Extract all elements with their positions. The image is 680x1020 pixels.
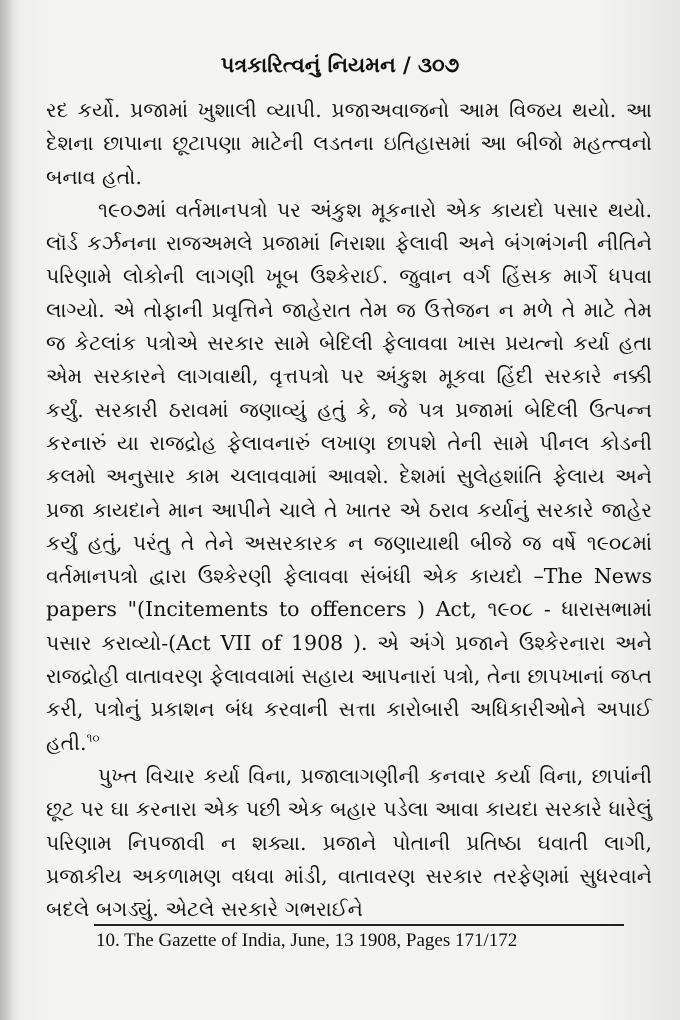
body-text	[46, 94, 652, 926]
footnote: 10. The Gazette of India, June, 13 1908, Pages 171/172	[96, 930, 518, 951]
running-header: પત્રકારિત્વનું નિયમન / ૩૦૭	[220, 52, 460, 77]
footnote-divider	[94, 924, 624, 926]
paragraph-2-text: ૧૯૦૭માં વર્તમાનપત્રો પર અંકુશ મૂકનારો એક કાયદો પસાર થયો. લૉર્ડ કર્ઝનના રાજઅમલે પ્રજામાં નિરાશા ફેલાવી અને બંગભંગની નીતિને પરિણામે લોકોની લાગણી ખૂબ ઉશ્કેરાઈ. જુવાન વર્ગ હિંસક માર્ગે ધપવા લાગ્યો. એ તોફાની પ્રવૃત્તિને જાહેરાત તેમ જ ઉત્તેજન ન મળે તે માટે તેમ જ કેટલાંક પત્રોએ સરકાર સામે બેદિલી ફેલાવવા ખાસ પ્રયત્નો કર્યા હતા એમ સરકારને લાગવાથી, વૃત્તપત્રો પર અંકુશ મૂકવા હિંદી સરકારે નક્કી કર્યું. સરકારી ઠરાવમાં જણાવ્યું હતું કે, જે પત્ર પ્રજામાં બેદિલી ઉત્પન્ન કરનારું યા રાજદ્રોહ ફેલાવનારું લખાણ છાપશે તેની સામે પીનલ કોડની કલમો અનુસાર કામ ચલાવવામાં આવશે. દેશમાં સુલેહશાંતિ ફેલાય અને પ્રજા કાયદાને માન આપીને ચાલે તે ખાતર એ ઠરાવ કર્યાનું સરકારે જાહેર કર્યું હતું, પરંતુ તે તેને અસરકારક ન જણાયાથી બીજે જ વર્ષે ૧૯૦૮માં વર્તમાનપત્રો દ્વારા ઉશ્કેરણી ફેલાવવા સંબંધી એક કાયદો –The News papers "(Incitements to offencers ) Act, ૧૯૦૮ - ધારાસભામાં પસાર કરાવ્યો-(Act VII of 1908 ). એ અંગે પ્રજાને ઉશ્કેરનારા અને રાજદ્રોહી વાતાવરણ ફેલાવવામાં સહાય આપનારાં પત્રો, તેના છાપખાનાં જપ્ત કરી, પત્રોનું પ્રકાશન બંધ કરવાની સત્તા કારોબારી અધિકારીઓને અપાઈ હતી.	[46, 197, 653, 755]
footnote-reference: ૧૦	[86, 730, 100, 745]
binding-gutter	[0, 0, 14, 1020]
paragraph-2	[46, 194, 652, 760]
paragraph-1: રદ કર્યો. પ્રજામાં ખુશાલી વ્યાપી. પ્રજાઅવાજનો આમ વિજય થયો. આ દેશના છાપાના છૂટાપણા માટેની લડતના ઇતિહાસમાં આ બીજો મહત્ત્વનો બનાવ હતો.	[46, 98, 652, 189]
paragraph-3: પુખ્ત વિચાર કર્યા વિના, પ્રજાલાગણીની કનવાર કર્યા વિના, છાપાંની છૂટ પર ઘા કરનારા એક પછી એક બહાર પડેલા આવા કાયદા સરકારે ધારેલું પરિણામ નિપજાવી ન શક્યા. પ્રજાને પોતાની પ્રતિષ્ઠા ઘવાતી લાગી, પ્રજાકીય અકળામણ વધવા માંડી, વાતાવરણ સરકાર તરફેણમાં સુધરવાને બદલે બગડ્યું. એટલે સરકારે ગભરાઈને	[46, 763, 652, 922]
